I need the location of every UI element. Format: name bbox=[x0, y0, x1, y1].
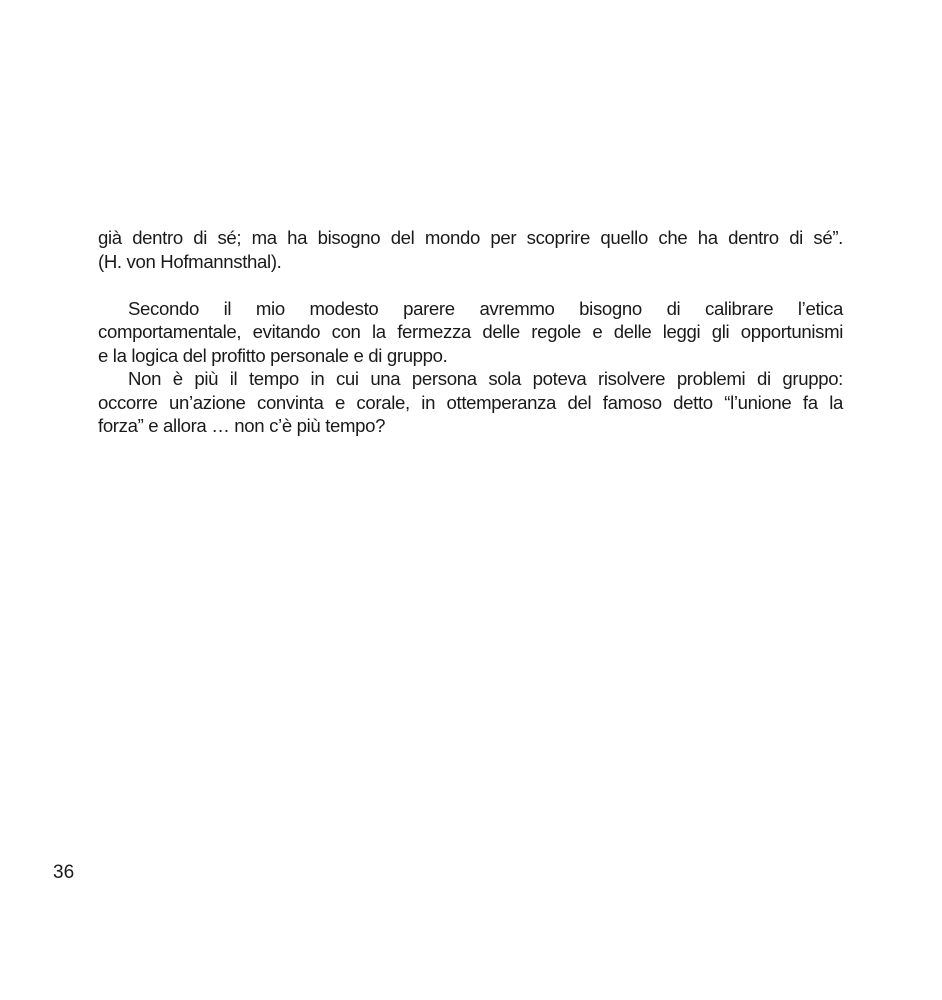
paragraph-unity bbox=[98, 367, 843, 438]
quote-continuation bbox=[98, 226, 843, 273]
text-line: forza” e allora … non c’è più tempo? bbox=[98, 415, 386, 436]
text-line: già dentro di sé; ma ha bisogno del mondo per scoprire quello che ha dentro di sé”. bbox=[98, 227, 843, 248]
quote-attribution: (H. von Hofmannsthal). bbox=[98, 250, 282, 272]
text-line: Non è più il tempo in cui una persona sola poteva risolvere problemi di gruppo: bbox=[128, 368, 843, 389]
text-line: occorre un’azione convinta e corale, in ottemperanza del famoso detto “l’unione fa la bbox=[98, 391, 843, 413]
paragraph-gap bbox=[98, 273, 843, 297]
page-body bbox=[98, 226, 843, 438]
text-line: e la logica del profitto personale e di gruppo. bbox=[98, 344, 448, 366]
text-line: comportamentale, evitando con la fermezza delle regole e delle leggi gli opportunismi bbox=[98, 321, 843, 342]
paragraph-ethics bbox=[98, 297, 843, 368]
page-number: 36 bbox=[53, 862, 75, 883]
text-line: Secondo il mio modesto parere avremmo bisogno di calibrare l’etica bbox=[128, 297, 843, 319]
